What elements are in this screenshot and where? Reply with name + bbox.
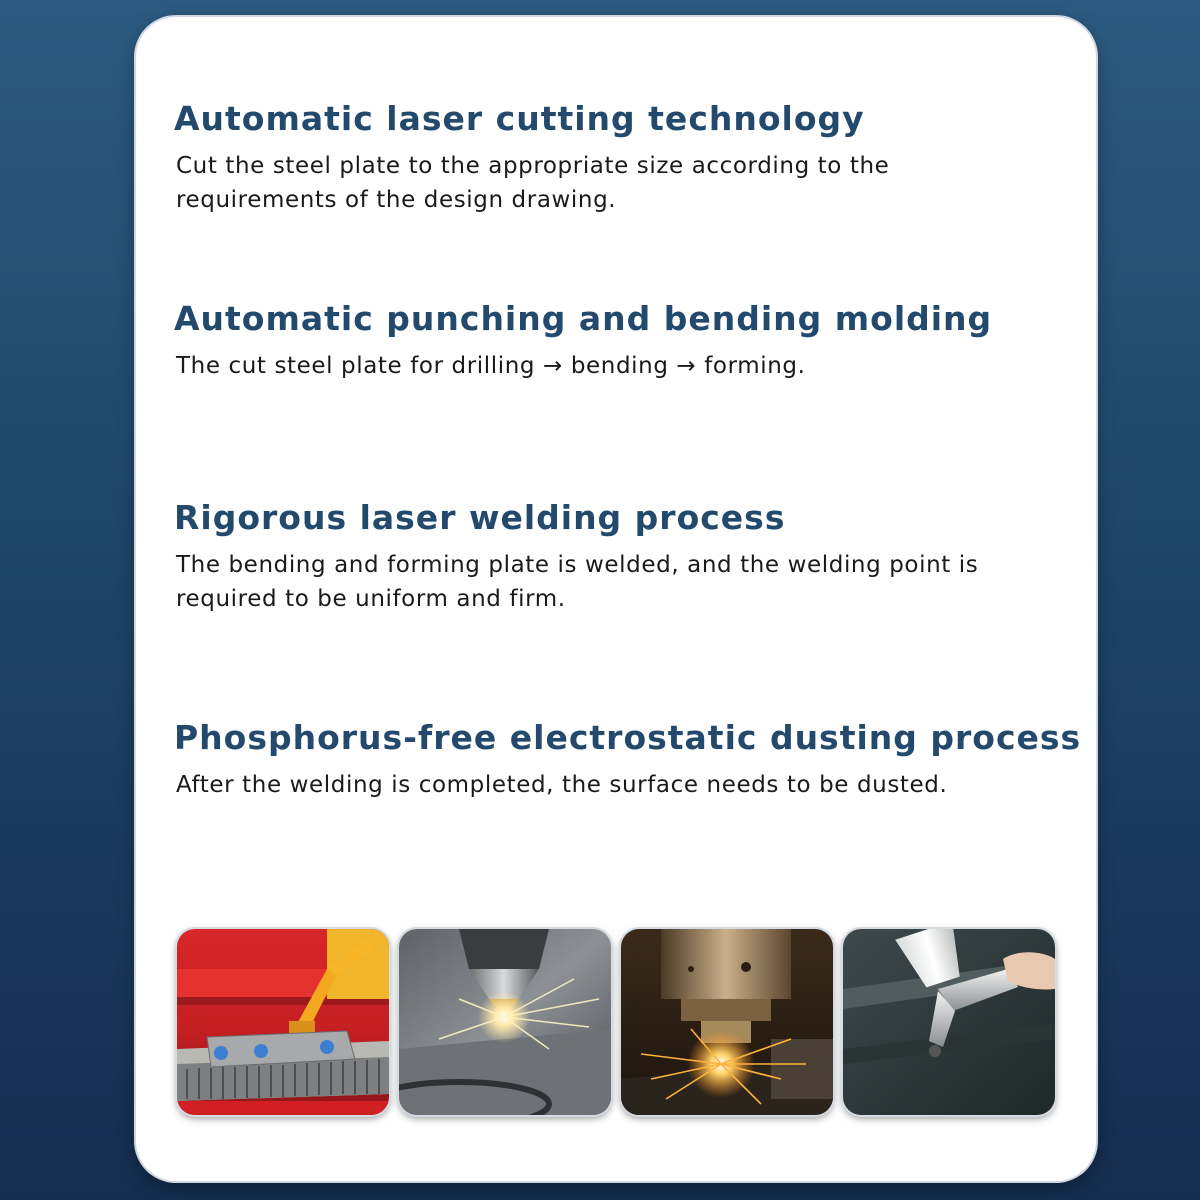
step-description: After the welding is completed, the surface needs to be dusted. [176, 772, 948, 798]
step-title: Phosphorus-free electrostatic dusting process [174, 718, 1082, 757]
process-step-dusting [174, 716, 1082, 802]
process-step-laser-welding [174, 496, 1074, 616]
step-description: Cut the steel plate to the appropriate size according to the requirements of the design drawing. [176, 153, 890, 213]
process-step-laser-cutting [174, 97, 1074, 217]
step-title: Automatic punching and bending molding [174, 299, 993, 338]
robotic-arm-cutting-photo [177, 929, 389, 1115]
process-step-punching-bending [174, 297, 1074, 383]
process-card [136, 17, 1096, 1181]
spray-gun-dusting-photo [843, 929, 1055, 1115]
laser-cutting-head-photo [399, 929, 611, 1115]
step-title: Automatic laser cutting technology [174, 99, 865, 138]
step-description: The bending and forming plate is welded, and the welding point is required to be uniform and firm. [176, 552, 979, 612]
step-description: The cut steel plate for drilling → bending → forming. [176, 353, 806, 379]
welding-sparks-photo [621, 929, 833, 1115]
photo-strip [177, 929, 1059, 1115]
step-title: Rigorous laser welding process [174, 498, 786, 537]
